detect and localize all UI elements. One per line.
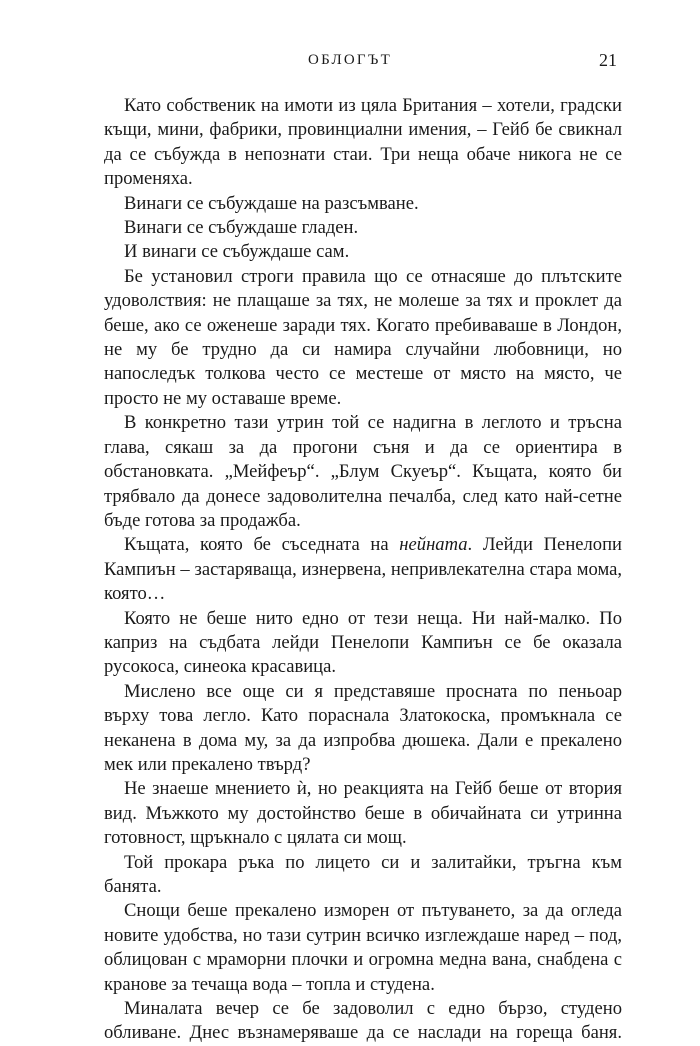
paragraph: Като собственик на имоти из цяла Британия – хотели, градски къщи, мини, фабрики, провинциални имения, – Гейб бе свикнал да се събужда в непознати стаи. Три неща обаче никога не се променяха. <box>104 95 622 190</box>
paragraph: В конкретно тази утрин той се надигна в леглото и тръсна глава, сякаш за да прогони съня и да се ориентира в обстановката. „Мейфеър“. „Блум Скуеър“. Къщата, която би трябвало да донесе задоволителна печалба, след като най-сетне бъде готова за продажба. <box>104 412 622 531</box>
paragraph: И винаги се събуждаше сам. <box>124 241 350 263</box>
paragraph: Миналата вечер се бе задоволил с едно бързо, студено обливане. Днес възнамеряваше да се наслади на гореща баня. <box>104 998 622 1044</box>
paragraph: Винаги се събуждаше гладен. <box>124 217 359 239</box>
body-text <box>104 94 622 1046</box>
paragraph: Бе установил строги правила що се отнасяше до плътските удоволствия: не плащаше за тях, не молеше за тях и проклет да беше, ако се оженеше заради тях. Когато пребиваваше в Лондон, не му бе трудно да си намира случайни любовници, но напоследък толкова често се местеше от място на място, че просто не му оставаше време. <box>104 265 622 409</box>
paragraph-text: . Лейди Пенелопи Кампиън – застаряваща, изнервена, непривлекателна стара мома, която… <box>104 534 622 605</box>
paragraph: Мислено все още си я представяше просната по пеньоар върху това легло. Като пораснала Златокоска, промъкнала се неканена в дома му, за да изпробва дюшека. Дали е прекалено мек или прекалено твърд? <box>104 680 622 775</box>
paragraph: Която не беше нито едно от тези неща. Ни най-малко. По каприз на съдбата лейди Пенелопи Кампиън се бе оказала русокоса, синеока красавица. <box>104 607 622 678</box>
paragraph: Не знаеше мнението ѝ, но реакцията на Гейб беше от втория вид. Мъжкото му достойнство беше в обичайната си утринна готовност, щръкнало с цялата си мощ. <box>104 778 622 849</box>
paragraph-text: Къщата, която бе съседната на <box>124 534 400 556</box>
running-header <box>0 42 700 72</box>
paragraph <box>104 533 622 606</box>
paragraph: Снощи беше прекалено изморен от пътуването, за да огледа новите удобства, но тази сутрин всичко изглеждаше наред – под, облицован с мраморни плочки и огромна медна вана, снабдена с кранове за течаща вода – топла и студена. <box>104 900 622 995</box>
paragraph: Винаги се събуждаше на разсъмване. <box>124 192 419 214</box>
paragraph: Той прокара ръка по лицето си и залитайки, тръгна към банята. <box>104 851 622 897</box>
page-number: 21 <box>599 50 617 70</box>
emphasis-text: нейната <box>399 534 468 556</box>
running-title: ОБЛОГЪТ <box>308 52 392 68</box>
